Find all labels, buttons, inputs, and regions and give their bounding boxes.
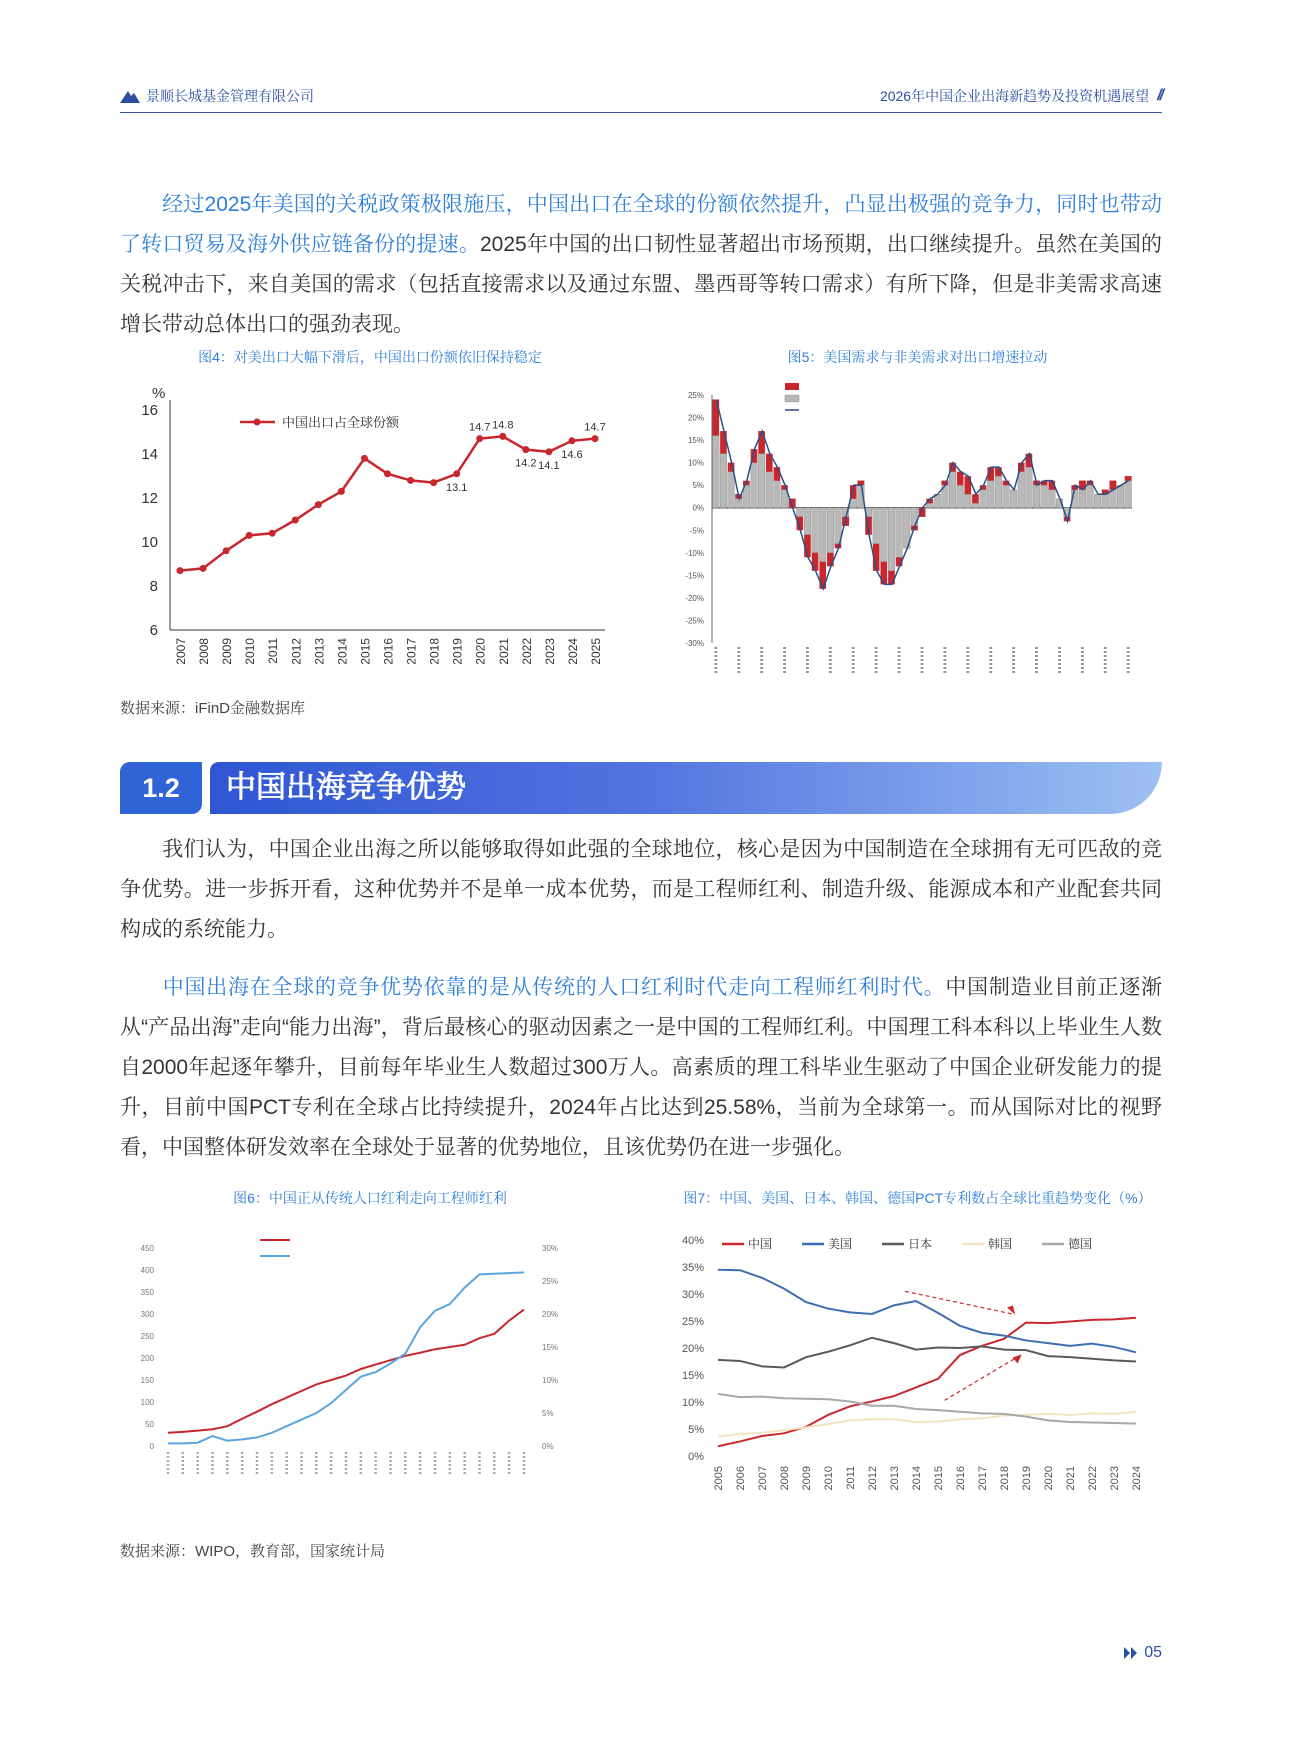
data-point [384, 470, 391, 477]
x-tick-label: 2013 [312, 638, 327, 665]
paragraph-rest: 中国制造业目前正逐渐从“产品出海”走向“能力出海”，背后最核心的驱动因素之一是中国的工程师红利。中国理工科本科以上毕业生人数自2000年起逐年攀升，目前每年毕业生人数超过300万人。高素质的理工科毕业生驱动了中国企业研发能力的提升，目前中国PCT专利在全球占比持续提升，2024年占比达到25.58%，当前为全球第一。而从国际对比的视野看，中国整体研发效率在全球处于显著的优势地位，且该优势仍在进一步强化。 [120, 976, 1163, 1159]
x-tick-label: 2014 [335, 638, 350, 665]
x-tick-label: 2019 [1021, 1466, 1033, 1491]
data-point [177, 567, 184, 574]
bar-non-us [873, 508, 880, 544]
y-tick-label: -20% [685, 593, 704, 603]
x-tick-label: 2021 [1065, 1466, 1077, 1491]
data-point [315, 501, 322, 508]
legend-swatch-non-us [785, 395, 799, 402]
y-tick-label: 0% [692, 503, 704, 513]
y-tick-label: -15% [685, 571, 704, 581]
y-right-tick-label: 25% [542, 1277, 559, 1286]
figure-6-chart [120, 1218, 620, 1518]
x-tick-label: 2007 [757, 1466, 769, 1491]
legend-marker [254, 419, 261, 426]
data-source-1: 数据来源：iFinD金融数据库 [120, 700, 306, 717]
y-right-tick-label: 5% [542, 1409, 554, 1418]
y-tick-label: 10% [687, 458, 704, 468]
bar-non-us [713, 436, 720, 508]
data-point [223, 547, 230, 554]
x-tick-label: 2020 [473, 638, 488, 665]
series-line [718, 1394, 1136, 1424]
x-tick-label: 2007 [174, 638, 188, 665]
y-tick-label: 5% [692, 481, 704, 491]
section-number: 1.2 [120, 762, 202, 814]
page-number-text: 05 [1144, 1644, 1162, 1661]
bar-non-us [804, 508, 811, 535]
x-tick-label: 2008 [779, 1466, 791, 1491]
x-tick-label: 2016 [955, 1466, 967, 1491]
bar-us [888, 571, 895, 585]
y-left-tick-label: 450 [140, 1244, 154, 1253]
bar-non-us [797, 508, 804, 517]
y-left-tick-label: 0 [149, 1442, 154, 1451]
y-right-tick-label: 15% [542, 1343, 559, 1352]
y-left-tick-label: 300 [140, 1310, 154, 1319]
y-left-tick-label: 250 [140, 1332, 154, 1341]
x-tick-label: 2024 [1131, 1466, 1143, 1491]
data-point [292, 517, 299, 524]
series-line [718, 1338, 1136, 1368]
bar-non-us [1026, 467, 1033, 508]
double-chevron-icon [1124, 1647, 1140, 1659]
y-tick-label: -25% [685, 616, 704, 626]
x-tick-label: 2010 [823, 1466, 835, 1491]
y-left-tick-label: 200 [140, 1354, 154, 1363]
series-line-export-share [180, 436, 595, 570]
x-tick-label: 2005 [713, 1466, 725, 1491]
legend-label: 美国 [828, 1237, 853, 1251]
data-label: 14.1 [538, 459, 560, 472]
report-text: 2026年中国企业出海新趋势及投资机遇展望 [879, 88, 1150, 104]
company-text: 景顺长城基金管理有限公司 [146, 88, 314, 104]
x-tick-label: 2011 [266, 638, 281, 664]
y-tick-label: 20% [687, 413, 704, 423]
figure-4-title: 图4：对美出口大幅下滑后，中国出口份额依旧保持稳定 [198, 349, 542, 365]
data-point [338, 488, 345, 495]
y-tick-label: -30% [685, 639, 704, 648]
y-tick-label: 5% [688, 1424, 704, 1436]
y-tick-label: 8 [149, 578, 158, 595]
x-tick-label: 2018 [999, 1466, 1011, 1491]
x-tick-label: 2012 [289, 638, 304, 665]
x-tick-label: 2020 [1043, 1466, 1055, 1491]
y-tick-label: 16 [141, 402, 158, 419]
x-tick-label: 2014 [911, 1466, 923, 1491]
y-tick-label: 20% [681, 1343, 704, 1355]
bar-non-us [827, 508, 834, 553]
bar-non-us [1049, 490, 1056, 508]
report-title [880, 86, 1162, 106]
paragraph-rest: 2025年中国的出口韧性显著超出市场预期，出口继续提升。虽然在美国的关税冲击下，来自美国的需求（包括直接需求以及通过东盟、墨西哥等转口需求）有所下降，但是非美需求高速增长带动总体出口的强劲表现。 [120, 233, 1162, 336]
data-point [453, 470, 460, 477]
x-tick-label: 2013 [889, 1466, 901, 1491]
x-tick-label: 2006 [735, 1466, 747, 1491]
bar-non-us [1018, 472, 1025, 508]
y-tick-label: 10 [141, 534, 158, 551]
figure-7-chart [672, 1218, 1152, 1518]
data-label: 14.7 [469, 421, 491, 434]
section-title: 中国出海竞争优势 [226, 771, 466, 804]
x-tick-label: 2016 [381, 638, 396, 665]
x-tick-label: 2022 [519, 638, 534, 665]
y-tick-label: -5% [689, 526, 704, 536]
series-line-graduates [168, 1310, 524, 1433]
figure-5-title: 图5：美国需求与非美需求对出口增速拉动 [787, 349, 1048, 365]
y-tick-label: 0% [688, 1451, 704, 1463]
bar-non-us [881, 508, 888, 562]
paragraph-engineer-dividend [120, 968, 1162, 1168]
y-right-tick-label: 0% [542, 1442, 554, 1451]
y-left-tick-label: 100 [140, 1398, 154, 1407]
x-tick-label: 2023 [1109, 1466, 1121, 1491]
data-label: 13.1 [445, 481, 468, 494]
x-tick-label: 2017 [977, 1466, 989, 1491]
y-tick-label: -10% [685, 548, 704, 558]
y-left-tick-label: 350 [140, 1288, 154, 1297]
y-tick-label: 14 [141, 446, 158, 463]
bar-us [720, 431, 727, 454]
y-tick-label: 15% [687, 436, 704, 446]
legend-label: 韩国 [988, 1237, 1013, 1251]
x-tick-label: 2015 [358, 638, 373, 665]
bar-non-us [728, 472, 735, 508]
bar-non-us [751, 463, 758, 508]
y-left-tick-label: 150 [140, 1376, 154, 1385]
figure-4-chart [120, 375, 620, 695]
bar-us [812, 553, 819, 571]
company-name [120, 86, 314, 106]
y-tick-label: 12 [141, 490, 158, 507]
mountain-logo-icon [120, 89, 140, 103]
bar-us [957, 472, 964, 486]
bar-non-us [1094, 494, 1101, 508]
x-tick-label: 2009 [801, 1466, 813, 1491]
trend-arrow-up [945, 1354, 1022, 1400]
bar-non-us [957, 485, 964, 508]
y-tick-label: 30% [681, 1289, 704, 1301]
y-tick-label: 25% [681, 1316, 704, 1328]
data-point [522, 446, 529, 453]
paragraph-highlight: 中国出海在全球的竞争优势依靠的是从传统的人口红利时代走向工程师红利时代。 [162, 976, 946, 999]
x-tick-label: 2019 [450, 638, 465, 665]
x-tick-label: 2009 [220, 638, 235, 665]
data-label: 14.6 [561, 448, 583, 461]
data-label: 14.7 [584, 421, 606, 434]
data-label: 14.2 [515, 457, 537, 470]
x-tick-label: 2018 [427, 638, 442, 665]
x-tick-label: 2010 [243, 638, 258, 665]
bar-us [774, 467, 781, 481]
data-point [568, 437, 575, 444]
bar-non-us [888, 508, 895, 571]
x-tick-label: 2024 [565, 638, 580, 665]
section-header [120, 762, 1162, 814]
data-point [592, 435, 599, 442]
bar-non-us [850, 499, 857, 508]
legend-label: 中国出口占全球份额 [282, 415, 400, 430]
page-number [1124, 1644, 1162, 1662]
bar-us [881, 562, 888, 585]
bar-non-us [758, 454, 765, 508]
page-header [120, 82, 1162, 113]
figure-7-title: 图7：中国、美国、日本、韩国、德国PCT专利数占全球比重趋势变化（%） [683, 1190, 1152, 1206]
bar-non-us [1087, 485, 1094, 508]
y-right-tick-label: 10% [542, 1376, 559, 1385]
paragraph-export-share [120, 185, 1162, 345]
data-source-2: 数据来源：WIPO，教育部，国家统计局 [120, 1543, 385, 1560]
y-tick-label: 10% [681, 1397, 704, 1409]
bar-non-us [1041, 485, 1048, 508]
paragraph-text: 我们认为，中国企业出海之所以能够取得如此强的全球地位，核心是因为中国制造在全球拥有无可匹敌的竞争优势。进一步拆开看，这种优势并不是单一成本优势，而是工程师红利、制造升级、能源成本和产业配套共同构成的系统能力。 [120, 838, 1162, 941]
series-line [718, 1270, 1136, 1353]
y-tick-label: 15% [681, 1370, 704, 1382]
y-tick-label: 40% [681, 1235, 704, 1247]
bar-non-us [987, 481, 994, 508]
x-tick-label: 2021 [496, 638, 511, 665]
y-right-tick-label: 30% [542, 1244, 559, 1253]
bar-us [1125, 476, 1132, 481]
x-tick-label: 2023 [542, 638, 557, 665]
y-right-tick-label: 20% [542, 1310, 559, 1319]
bar-non-us [774, 481, 781, 508]
bar-non-us [980, 490, 987, 508]
y-tick-label: 6 [149, 622, 158, 639]
bar-non-us [995, 476, 1002, 508]
data-point [407, 477, 414, 484]
data-label: 14.8 [492, 419, 514, 432]
legend-label: 日本 [908, 1237, 933, 1251]
figure-5-chart [670, 375, 1140, 680]
y-tick-label: 25% [687, 391, 704, 400]
data-point [246, 532, 253, 539]
x-tick-label: 2008 [197, 638, 212, 665]
legend-label: 德国 [1068, 1237, 1093, 1251]
x-tick-label: 2025 [589, 638, 603, 665]
data-point [200, 565, 207, 572]
y-tick-label: 35% [681, 1262, 704, 1274]
figure-6-title: 图6：中国正从传统人口红利走向工程师红利 [233, 1190, 507, 1206]
bar-non-us [1117, 485, 1124, 508]
trend-arrowhead-up [1013, 1354, 1022, 1363]
legend-swatch-us [785, 383, 799, 390]
series-line [718, 1318, 1136, 1447]
bar-us [827, 553, 834, 567]
data-point [499, 433, 506, 440]
bar-non-us [965, 494, 972, 508]
bar-non-us [896, 508, 903, 558]
bar-non-us [720, 454, 727, 508]
data-point [545, 448, 552, 455]
bar-non-us [972, 503, 979, 508]
bar-non-us [1003, 485, 1010, 508]
series-line-share [168, 1272, 524, 1443]
x-tick-label: 2011 [845, 1466, 857, 1490]
x-tick-label: 2015 [933, 1466, 945, 1491]
bar-non-us [949, 472, 956, 508]
data-point [361, 455, 368, 462]
paragraph-highlight: 经过2025年美国的关税政策极限施压，中国出口在全球的份额依然提升，凸显出极强的竞争力，同时也带动了转口贸易及海外供应链备份的提速。 [120, 193, 1162, 256]
double-slash-icon: // [1157, 87, 1162, 104]
data-point [269, 530, 276, 537]
bar-non-us [926, 503, 933, 508]
bar-non-us [819, 508, 826, 562]
x-tick-label: 2017 [404, 638, 419, 665]
data-point [430, 479, 437, 486]
legend-label: 中国 [748, 1237, 773, 1251]
y-axis-unit: % [152, 385, 166, 402]
bar-non-us [1010, 490, 1017, 508]
paragraph-competitive-advantage [120, 830, 1162, 950]
x-tick-label: 2022 [1087, 1466, 1099, 1491]
bar-us [972, 494, 979, 503]
y-left-tick-label: 50 [145, 1420, 154, 1429]
bar-non-us [766, 472, 773, 508]
data-point [476, 435, 483, 442]
bar-non-us [812, 508, 819, 553]
y-left-tick-label: 400 [140, 1266, 154, 1275]
x-tick-label: 2012 [867, 1466, 879, 1491]
